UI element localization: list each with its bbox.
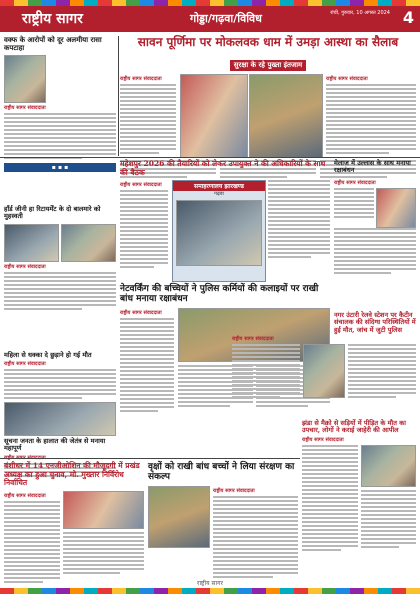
story-headline: वृक्षों को राखी बांध बच्चों ने लिया संरक्षण का संकल्प [148, 462, 295, 483]
issue-date: रांची, गुरुवार, 10 अगस्त 2024 [330, 10, 390, 16]
story-headline: महेशपुर 2026 की तैयारियों को लेकर उपायुक्त ने की अधिकारियों के साथ की बैठक [120, 159, 326, 177]
story-right3 [334, 312, 416, 334]
story-byline: राष्ट्रीय सागर संवाददाता [120, 182, 162, 188]
lead-headline: सावन पूर्णिमा पर मोकलवक धाम में उमड़ा आस्था का सैलाब [137, 35, 399, 49]
story-byline: राष्ट्रीय सागर संवाददाता [120, 309, 162, 316]
story-photo [4, 55, 46, 103]
story-headline: नेटवर्किंग की बच्चियों ने पुलिस कर्मियों की कलाइयों पर राखी बांध मनाया रक्षाबंधन [120, 284, 319, 305]
ad-photo [176, 200, 262, 266]
story-photo [4, 224, 59, 262]
row-rule [0, 157, 420, 158]
story-byline: राष्ट्रीय सागर संवाददाता [213, 487, 255, 494]
story-headline: हाँर्ड जीनी हा रिटायर्मेंट के दो बालमारे को मुहस्वती [4, 205, 101, 221]
story-photo [63, 491, 144, 529]
story-bottommid [148, 462, 298, 580]
story-byline: राष्ट्रीय सागर संवाददाता [232, 336, 274, 342]
masthead [0, 6, 420, 32]
ad-title: समाहरणालय झारखण्ड [173, 181, 265, 191]
story-byline: राष्ट्रीय सागर संवाददाता [4, 105, 46, 112]
story-photo [361, 445, 417, 487]
lead-photo-1 [180, 74, 248, 158]
column-text [120, 180, 168, 270]
column-text [268, 180, 330, 260]
column-rule [118, 36, 119, 156]
brand-title: राष्ट्रीय सागर [22, 11, 83, 27]
story-byline: राष्ट्रीय सागर संवाददाता [4, 263, 46, 270]
story-headline: महिला से धक्का दे छुड़ाने हो गई मौत [4, 351, 92, 359]
story-photo [61, 224, 116, 262]
lead-photo-2 [249, 74, 323, 158]
story-headline: वक्फ के आरोपों को दूर अलमीया रासा कपटाहा [4, 35, 102, 53]
story-headline: मेलाज में उल्लास के साथ मनाया रक्षाबंधन [334, 159, 411, 175]
section-title: गोड्डा/गढ़वा/विविध [190, 12, 262, 25]
story-headline: सूचना जनता के हालात की जेतंत्र से मनाया महापूर्ण [4, 437, 106, 453]
story-headline: नगर उंटारी रेलवे स्टेशन पर कैटीन संचालक की संदिग्ध परिस्थितियों में हुई मौत, जांच में जुटी पुलिस [334, 311, 416, 334]
story-photo [148, 486, 210, 548]
page-footer: राष्ट्रीय सागर [197, 580, 223, 587]
ad-block [172, 180, 266, 282]
story-byline: राष्ट्रीय सागर संवाददाता [4, 361, 46, 368]
story-left3 [4, 352, 116, 401]
story-byline: राष्ट्रीय सागर संवाददाता [334, 180, 376, 186]
ad-subtitle: गढ़वा [214, 191, 224, 197]
story-headline: बंशीधर में 14 एनजीओशिन की मौजूदगी में प्रखंड अध्यक्ष का हुआ चुनाव, मो. मुख्तार निर्विरोध निर्वाचित [4, 461, 140, 488]
story-left1 [4, 36, 116, 172]
story-wide2 [120, 160, 330, 177]
news-banner: ▪ ▪ ▪ [4, 163, 116, 172]
story-bottomright [302, 420, 416, 553]
story-right2-body [334, 178, 416, 276]
row-rule [0, 458, 300, 459]
story-byline: राष्ट्रीय सागर संवाददाता [326, 75, 368, 82]
lead-kicker: सुरक्षा के रहे पुख्ता इंतजाम [230, 60, 306, 71]
story-photo [4, 402, 116, 436]
story-byline: राष्ट्रीय सागर संवाददाता [4, 492, 46, 499]
story-headline: झंडा से मैक्रो से सड़ियों में पीड़ित के मौत का उपचार, लोगों ने कराई जाहेरी की आपील [302, 419, 406, 435]
story-right3-body [232, 334, 416, 400]
story-byline: राष्ट्रीय सागर संवाददाता [302, 436, 344, 443]
story-left2 [4, 206, 116, 312]
story-photo [303, 344, 345, 398]
story-right2 [334, 160, 416, 175]
story-right1 [326, 74, 416, 156]
page-number: 4 [402, 8, 414, 27]
lead-byline: राष्ट्रीय सागर संवाददाता [120, 75, 162, 82]
story-bottomleft [4, 462, 144, 585]
bottom-color-strip [0, 588, 420, 594]
story-photo [376, 188, 416, 228]
